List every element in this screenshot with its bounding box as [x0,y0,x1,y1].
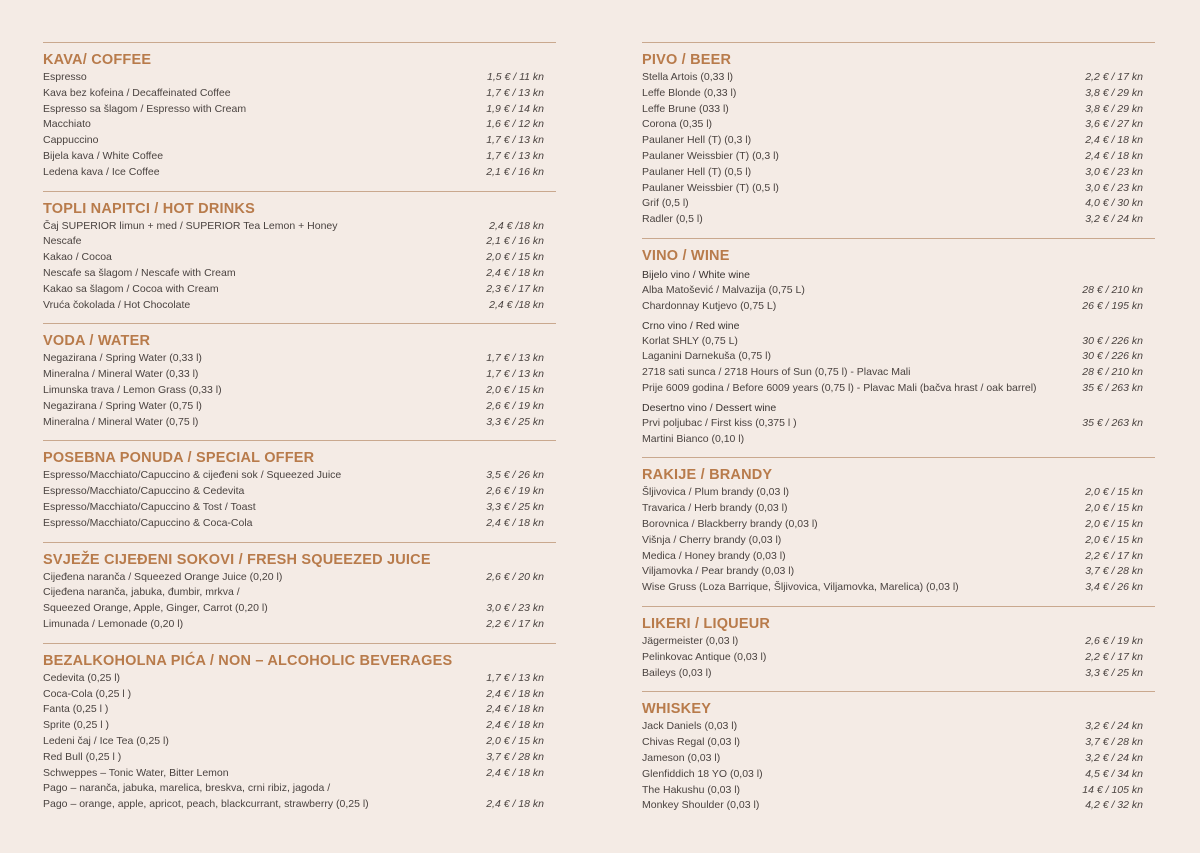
menu-item-price: 2,4 € / 18 kn [486,516,544,529]
menu-item-name: Jack Daniels (0,03 l) [642,720,738,733]
menu-item [642,719,1155,735]
menu-item-price: 2,4 € / 18 kn [486,766,544,779]
menu-item-name: Negazirana / Spring Water (0,75 l) [43,399,202,412]
menu-item-name: Cedevita (0,25 l) [43,671,121,684]
menu-item-name: Negazirana / Spring Water (0,33 l) [43,352,202,365]
section-title: KAVA/ COFFEE [43,52,152,68]
menu-item-name: Glenfiddich 18 YO (0,03 l) [642,767,763,780]
menu-item-name: Limunska trava / Lemon Grass (0,33 l) [43,383,222,396]
menu-item [642,133,1155,149]
menu-item-price: 2,4 € /18 kn [489,298,544,311]
section-topli-napitci-hot-drinks [43,191,556,324]
menu-item [642,102,1155,118]
menu-item-price: 30 € / 226 kn [1082,350,1143,363]
menu-item [43,282,556,298]
menu-item-name: Vruća čokolada / Hot Chocolate [43,298,191,311]
section-title: TOPLI NAPITCI / HOT DRINKS [43,200,255,217]
menu-item [642,501,1155,517]
section-title: VINO / WINE [642,247,730,264]
menu-item-name: Pago – orange, apple, apricot, peach, blackcurrant, strawberry (0,25 l) [43,798,369,811]
menu-item-name: Višnja / Cherry brandy (0,03 l) [642,533,782,546]
menu-item-name: Kava bez kofeina / Decaffeinated Coffee [43,86,231,99]
menu-item-name: Espresso/Macchiato/Capuccino & Cedevita [43,485,245,498]
menu-item-name: Bijela kava / White Coffee [43,149,164,162]
menu-item [43,266,556,282]
menu-item-name: Espresso [43,71,87,83]
menu-item [43,484,556,500]
menu-item [642,798,1155,814]
menu-item [642,381,1155,397]
menu-item [43,601,556,617]
menu-item-name: Leffe Blonde (0,33 l) [642,86,737,99]
menu-item-price: 3,2 € / 24 kn [1085,213,1143,226]
menu-item [43,415,556,431]
menu-item-price: 3,0 € / 23 kn [1085,181,1143,194]
menu-item-price: 3,8 € / 29 kn [1085,102,1143,115]
menu-item-name: Pelinkovac Antique (0,03 l) [642,650,767,663]
menu-item-price: 2,4 € / 18 kn [486,719,544,732]
menu-item-price: 3,2 € / 24 kn [1085,720,1143,733]
menu-item [43,149,556,165]
menu-item-name: Fanta (0,25 l ) [43,703,109,716]
menu-item [43,219,556,235]
menu-item-name: Paulaner Hell (T) (0,3 l) [642,134,752,147]
section-likeri-liqueur [642,606,1155,691]
menu-item-price: 2,2 € / 17 kn [486,617,544,630]
menu-item-price: 2,6 € / 19 kn [486,399,544,412]
menu-item-price: 2,0 € / 15 kn [1085,502,1143,515]
menu-item [43,797,556,813]
menu-item-price: 30 € / 226 kn [1082,334,1143,347]
menu-item-name: Chivas Regal (0,03 l) [642,736,741,749]
menu-item-name: Jägermeister (0,03 l) [642,634,739,647]
menu-item-price: 1,7 € / 13 kn [486,671,544,684]
menu-item-price: 3,7 € / 28 kn [1085,565,1143,578]
menu-item [43,781,556,797]
menu-item-name: Espresso/Macchiato/Capuccino & Coca-Cola [43,516,253,529]
menu-item-name: Paulaner Hell (T) (0,5 l) [642,165,752,178]
menu-item-price: 2,0 € / 15 kn [1085,486,1143,499]
section-title: RAKIJE / BRANDY [642,467,773,484]
menu-item [642,349,1155,365]
section-title: VODA / WATER [43,333,151,350]
menu-item-name: Prvi poljubac / First kiss (0,375 l ) [642,416,797,429]
menu-item-name: Chardonnay Kutjevo (0,75 L) [642,299,777,312]
menu-item-price: 2,6 € / 20 kn [486,570,544,583]
menu-item-price: 3,8 € / 29 kn [1085,86,1143,99]
menu-item-name: Šljivovica / Plum brandy (0,03 l) [642,486,790,499]
menu-item [642,283,1155,299]
menu-item [642,485,1155,501]
menu-item-name: Espresso/Macchiato/Capuccino & cijeđeni sok / Squeezed Juice [43,469,342,482]
menu-item-price: 2,0 € / 15 kn [486,734,544,747]
menu-item [642,650,1155,666]
menu-item [642,549,1155,565]
section-posebna-ponuda-special-offer [43,440,556,541]
menu-item-price: 3,0 € / 23 kn [1085,165,1143,178]
menu-item [43,298,556,314]
menu-item [642,334,1155,350]
menu-item [642,181,1155,197]
menu-item-name: Coca-Cola (0,25 l ) [43,687,132,700]
menu-item-price: 3,7 € / 28 kn [1085,736,1143,749]
menu-item-price: 2,4 € /18 kn [489,219,544,232]
menu-item [642,86,1155,102]
menu-item [43,234,556,250]
menu-item [642,299,1155,315]
menu-item-price: 2,2 € / 17 kn [1085,71,1143,83]
menu-item-name: Martini Bianco (0,10 l) [642,432,745,445]
menu-item [642,634,1155,650]
menu-item-price: 3,5 € / 26 kn [486,469,544,482]
menu-item-name: Cijeđena naranča, jabuka, đumbir, mrkva / [43,586,240,599]
menu-item-price: 2,2 € / 17 kn [1085,650,1143,663]
menu-item-name: Kakao sa šlagom / Cocoa with Cream [43,282,219,295]
menu-item-price: 3,3 € / 25 kn [1085,666,1143,679]
menu-item-name: Korlat SHLY (0,75 L) [642,334,738,347]
menu-item-name: Nescafe [43,235,82,248]
menu-item [642,212,1155,228]
section-rakije-brandy [642,457,1155,606]
menu-item-name: Radler (0,5 l) [642,213,703,226]
menu-item-price: 2,4 € / 18 kn [486,703,544,716]
menu-item [43,734,556,750]
menu-item-name: Limunada / Lemonade (0,20 l) [43,617,184,630]
menu-item-price: 1,7 € / 13 kn [486,134,544,147]
menu-item-price: 3,3 € / 25 kn [486,500,544,513]
menu-item-price: 2,0 € / 15 kn [486,383,544,396]
menu-item-price: 4,0 € / 30 kn [1085,197,1143,210]
menu-item-name: Espresso sa šlagom / Espresso with Cream [43,102,247,115]
menu-item-name: Baileys (0,03 l) [642,666,712,679]
menu-item [43,117,556,133]
subsection-title: Desertno vino / Dessert wine [642,401,777,414]
section-vino-wine [642,238,1155,457]
menu-item [43,399,556,415]
menu-item-name: Laganini Darnekuša (0,75 l) [642,350,771,363]
menu-item [642,666,1155,682]
menu-item-name: The Hakushu (0,03 l) [642,783,741,796]
menu-item-name: Paulaner Weissbier (T) (0,3 l) [642,149,779,162]
menu-item-price: 3,3 € / 25 kn [486,415,544,428]
menu-item-name: Prije 6009 godina / Before 6009 years (0,75 l) - Plavac Mali (bačva hrast / oak barrel) [642,381,1037,394]
menu-item-price: 2,1 € / 16 kn [486,235,544,248]
menu-item [642,564,1155,580]
menu-item-price: 1,7 € / 13 kn [486,149,544,162]
menu-item-name: Mineralna / Mineral Water (0,75 l) [43,415,199,428]
menu-item-name: Leffe Brune (033 l) [642,102,729,115]
menu-item-price: 28 € / 210 kn [1082,366,1143,379]
section-svjeze-cije-eni-sokovi-fresh-squeezed-juice [43,542,556,643]
menu-item [43,585,556,601]
menu-item [43,671,556,687]
menu-item [642,767,1155,783]
menu-item [43,750,556,766]
menu-item-name: Wise Gruss (Loza Barrique, Šljivovica, Viljamovka, Marelica) (0,03 l) [642,581,959,594]
menu-item-name: Paulaner Weissbier (T) (0,5 l) [642,181,779,194]
menu-item-price: 1,7 € / 13 kn [486,352,544,365]
menu-item [642,751,1155,767]
menu-item [43,570,556,586]
menu-item-price: 1,9 € / 14 kn [486,102,544,115]
menu-item [642,517,1155,533]
menu-item [43,500,556,516]
menu-item [642,580,1155,596]
menu-column-right [642,42,1155,824]
menu-item-price: 2,4 € / 18 kn [486,266,544,279]
section-title: WHISKEY [642,701,712,718]
menu-item [642,149,1155,165]
menu-item-price: 3,0 € / 23 kn [486,602,544,615]
section-title: POSEBNA PONUDA / SPECIAL OFFER [43,450,315,467]
menu-item [642,533,1155,549]
menu-item-price: 3,4 € / 26 kn [1085,581,1143,594]
menu-item [43,86,556,102]
menu-item-name: Mineralna / Mineral Water (0,33 l) [43,368,199,381]
menu-item-price: 4,2 € / 32 kn [1085,799,1143,812]
menu-item-name: Cappuccino [43,134,99,147]
menu-item-price: 28 € / 210 kn [1082,283,1143,296]
menu-item-price: 35 € / 263 kn [1082,381,1143,394]
menu-item-name: Medica / Honey brandy (0,03 l) [642,549,786,562]
section-voda-water [43,323,556,440]
menu-item [43,617,556,633]
menu-column-left [43,42,556,823]
menu-item-price: 4,5 € / 34 kn [1085,767,1143,780]
menu-item [642,117,1155,133]
menu-item-price: 1,6 € / 12 kn [486,118,544,131]
menu-item-price: 2,4 € / 18 kn [1085,134,1143,147]
menu-item [43,250,556,266]
menu-item-name: Čaj SUPERIOR limun + med / SUPERIOR Tea Lemon + Honey [43,219,338,232]
menu-item-name: Travarica / Herb brandy (0,03 l) [642,502,788,515]
menu-item [642,432,1155,448]
menu-item [43,70,556,86]
menu-item-price: 2,1 € / 16 kn [486,165,544,178]
menu-item [43,133,556,149]
menu-item-name: Monkey Shoulder (0,03 l) [642,799,760,812]
menu-item-price: 2,0 € / 15 kn [486,251,544,264]
menu-item-price: 2,2 € / 17 kn [1085,549,1143,562]
menu-item [43,367,556,383]
section-whiskey [642,691,1155,824]
menu-item-price: 14 € / 105 kn [1082,783,1143,796]
menu-item-price: 3,7 € / 28 kn [486,750,544,763]
menu-item [43,468,556,484]
menu-item-name: 2718 sati sunca / 2718 Hours of Sun (0,75 l) - Plavac Mali [642,366,911,379]
menu-item-price: 2,4 € / 18 kn [1085,149,1143,162]
menu-item [43,687,556,703]
menu-item [642,416,1155,432]
menu-item-price: 2,6 € / 19 kn [486,485,544,498]
subsection-title: Bijelo vino / White wine [642,268,750,281]
menu-item [642,165,1155,181]
menu-item [43,102,556,118]
menu-item-name: Schweppes – Tonic Water, Bitter Lemon [43,766,229,779]
section-title: SVJEŽE CIJEĐENI SOKOVI / FRESH SQUEEZED JUICE [43,551,431,568]
menu-item [43,383,556,399]
menu-item-price: 2,0 € / 15 kn [1085,517,1143,530]
menu-item-price: 1,5 € / 11 kn [486,71,544,83]
menu-item-name: Nescafe sa šlagom / Nescafe with Cream [43,266,236,279]
menu-item-name: Cijeđena naranča / Squeezed Orange Juice (0,20 l) [43,570,283,583]
subsection-title: Crno vino / Red wine [642,319,740,332]
menu-item-price: 35 € / 263 kn [1082,416,1143,429]
menu-item [642,196,1155,212]
menu-item [43,766,556,782]
menu-item [43,351,556,367]
menu-item-name: Ledena kava / Ice Coffee [43,165,160,178]
section-title: PIVO / BEER [642,52,732,68]
menu-item [43,516,556,532]
menu-item-name: Borovnica / Blackberry brandy (0,03 l) [642,517,818,530]
menu-item-price: 2,3 € / 17 kn [486,282,544,295]
menu-item-name: Macchiato [43,118,91,131]
menu-item-price: 3,6 € / 27 kn [1085,118,1143,131]
menu-item [642,735,1155,751]
menu-item-price: 1,7 € / 13 kn [486,368,544,381]
menu-item-name: Sprite (0,25 l ) [43,719,109,732]
menu-item-name: Jameson (0,03 l) [642,751,721,764]
menu-item-name: Kakao / Cocoa [43,251,112,264]
menu-item-name: Squeezed Orange, Apple, Ginger, Carrot (0,20 l) [43,602,268,615]
menu-item-name: Grif (0,5 l) [642,197,689,210]
menu-item-price: 2,4 € / 18 kn [486,798,544,811]
menu-item-price: 1,7 € / 13 kn [486,86,544,99]
menu-item-name: Espresso/Macchiato/Capuccino & Tost / Toast [43,500,256,513]
menu-item [43,702,556,718]
menu-item [43,718,556,734]
section-bezalkoholna-pica-non-alcoholic-beverages [43,643,556,823]
menu-item-name: Red Bull (0,25 l ) [43,750,122,763]
menu-item [43,165,556,181]
menu-item-price: 26 € / 195 kn [1082,299,1143,312]
menu-item-name: Pago – naranča, jabuka, marelica, breskva, crni ribiz, jagoda / [43,782,331,795]
menu-item-name: Ledeni čaj / Ice Tea (0,25 l) [43,734,169,747]
section-title: BEZALKOHOLNA PIĆA / NON – ALCOHOLIC BEVERAGES [43,652,453,669]
section-title: LIKERI / LIQUEUR [642,615,771,632]
menu-item-name: Alba Matošević / Malvazija (0,75 L) [642,283,805,296]
menu-item [642,783,1155,799]
section-pivo-beer [642,42,1155,238]
menu-item-price: 3,2 € / 24 kn [1085,751,1143,764]
menu-item-price: 2,6 € / 19 kn [1085,634,1143,647]
menu-item-name: Viljamovka / Pear brandy (0,03 l) [642,565,795,578]
menu-item-name: Stella Artois (0,33 l) [642,71,734,83]
menu-item-name: Corona (0,35 l) [642,118,713,131]
section-kava-coffee [43,42,556,191]
menu-item [642,70,1155,86]
menu-item-price: 2,0 € / 15 kn [1085,533,1143,546]
menu-item-price: 2,4 € / 18 kn [486,687,544,700]
menu-item [642,365,1155,381]
